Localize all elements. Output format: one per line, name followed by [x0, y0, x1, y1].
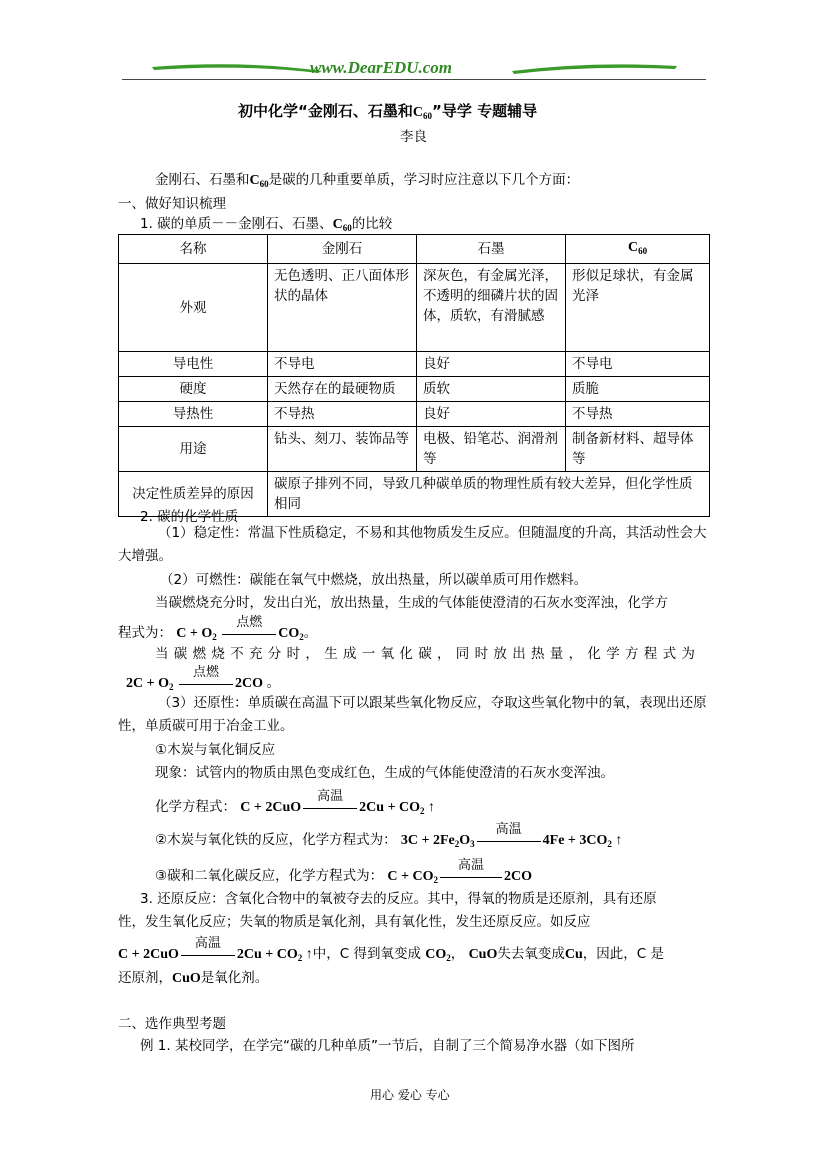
table-header: 名称 — [119, 235, 268, 264]
header-banner — [122, 58, 706, 80]
site-url: www.DearEDU.com — [310, 58, 452, 77]
table-cell: 外观 — [119, 264, 268, 352]
table-cell: 硬度 — [119, 377, 268, 402]
section-heading-1: 一、做好知识梳理 — [118, 196, 226, 212]
table-row — [119, 402, 710, 427]
table-cell: 碳原子排列不同，导致几种碳单质的物理性质有较大差异，但化学性质相同 — [268, 472, 710, 517]
table-cell: 不导电 — [268, 352, 417, 377]
table-cell: 电极、铅笔芯、润滑剂等 — [417, 427, 566, 472]
equation: $2C + O_2$ 点燃 2CO 。 — [126, 664, 281, 692]
reduction-paragraph-line4: 还原剂，CuO是氧化剂。 — [118, 970, 269, 986]
author: 李良 — [400, 129, 427, 145]
table-header-row — [119, 235, 710, 264]
subheading-2: 2. 碳的化学性质 — [140, 509, 239, 525]
reduction-paragraph-line2: 性，发生氧化反应；失氧的物质是氧化剂，具有氧化性，发生还原反应。如反应 — [118, 914, 591, 930]
table-cell: 天然存在的最硬物质 — [268, 377, 417, 402]
reduction-paragraph-line1: 3. 还原反应：含氧化合物中的氧被夺去的反应。其中，得氧的物质是还原剂，具有还原 — [140, 891, 657, 907]
table-row — [119, 352, 710, 377]
intro-text: 金刚石、石墨和$C_{60}$是碳的几种重要单质，学习时应注意以下几个方面： — [155, 172, 580, 189]
table-header: 石墨 — [417, 235, 566, 264]
table-cell: 良好 — [417, 402, 566, 427]
reaction-2-equation: ②木炭与氧化铁的反应，化学方程式为： $3C + 2Fe_2O_3$ 高温 $4Fe + 3CO_2$ ↑ — [155, 821, 623, 849]
comparison-table — [118, 234, 710, 517]
incomplete-combustion-text: 当碳燃烧不充分时，生成一氧化碳，同时放出热量，化学方程式为 — [155, 646, 701, 662]
table-cell: 质软 — [417, 377, 566, 402]
complete-combustion-text: 当碳燃烧充分时，发出白光，放出热量，生成的气体能使澄清的石灰水变浑浊，化学方 — [155, 595, 668, 611]
example-1: 例 1. 某校同学，在学完“碳的几种单质”一节后，自制了三个简易净水器（如下图所 — [140, 1038, 635, 1054]
equation-line: 程式为： $C + O_2$ 点燃 $CO_2$。 — [118, 614, 318, 642]
stability-paragraph: （1）稳定性：常温下性质稳定，不易和其他物质发生反应。但随温度的升高，其活动性会大大增强。 — [118, 525, 707, 564]
reaction-1-observation: 现象：试管内的物质由黑色变成红色，生成的气体能使澄清的石灰水变浑浊。 — [155, 765, 614, 781]
table-row — [119, 264, 710, 352]
header-rule — [122, 79, 706, 80]
flammability-paragraph: （2）可燃性：碳能在氧气中燃烧，放出热量，所以碳单质可用作燃料。 — [160, 572, 588, 588]
table-cell: 不导热 — [268, 402, 417, 427]
table-cell: 导电性 — [119, 352, 268, 377]
table-header: $C_{60}$ — [566, 235, 710, 264]
table-cell: 制备新材料、超导体等 — [566, 427, 710, 472]
table-cell: 无色透明、正八面体形状的晶体 — [268, 264, 417, 352]
footer: 用心 爱心 专心 — [370, 1088, 450, 1102]
table-cell: 质脆 — [566, 377, 710, 402]
table-cell: 导热性 — [119, 402, 268, 427]
table-cell: 决定性质差异的原因 — [119, 472, 268, 517]
reaction-3-equation: ③碳和二氧化碳反应，化学方程式为： $C + CO_2$ 高温 2CO — [155, 857, 532, 885]
table-cell: 用途 — [119, 427, 268, 472]
table-row — [119, 377, 710, 402]
reduction-paragraph-line3: C + 2CuO 高温 $2Cu + CO_2$ ↑中，C 得到氧变成 $CO_2$， CuO失去氧变成Cu，因此，C 是 — [118, 935, 664, 963]
table-cell: 良好 — [417, 352, 566, 377]
table-cell: 钻头、刻刀、装饰品等 — [268, 427, 417, 472]
equation: $C + O_2$ 点燃 $CO_2$ — [176, 614, 304, 642]
page-title: 初中化学“金刚石、石墨和$C_{60}$”导学 专题辅导 — [238, 102, 538, 121]
section-heading-2: 二、选作典型考题 — [118, 1016, 226, 1032]
table-cell: 不导电 — [566, 352, 710, 377]
reaction-1-equation: 化学方程式： C + 2CuO 高温 $2Cu + CO_2$ ↑ — [155, 788, 436, 816]
table-cell: 形似足球状，有金属光泽 — [566, 264, 710, 352]
table-row — [119, 427, 710, 472]
table-header: 金刚石 — [268, 235, 417, 264]
reaction-1-title: ①木炭与氧化铜反应 — [155, 742, 276, 758]
table-cell: 不导热 — [566, 402, 710, 427]
reducibility-paragraph: （3）还原性：单质碳在高温下可以跟某些氧化物反应，夺取这些氧化物中的氧，表现出还原性，单质碳可用于冶金工业。 — [118, 695, 707, 734]
table-cell: 深灰色，有金属光泽，不透明的细磷片状的固体，质软，有滑腻感 — [417, 264, 566, 352]
subheading-1: 1. 碳的单质－－金刚石、石墨、$C_{60}$的比较 — [140, 216, 393, 233]
